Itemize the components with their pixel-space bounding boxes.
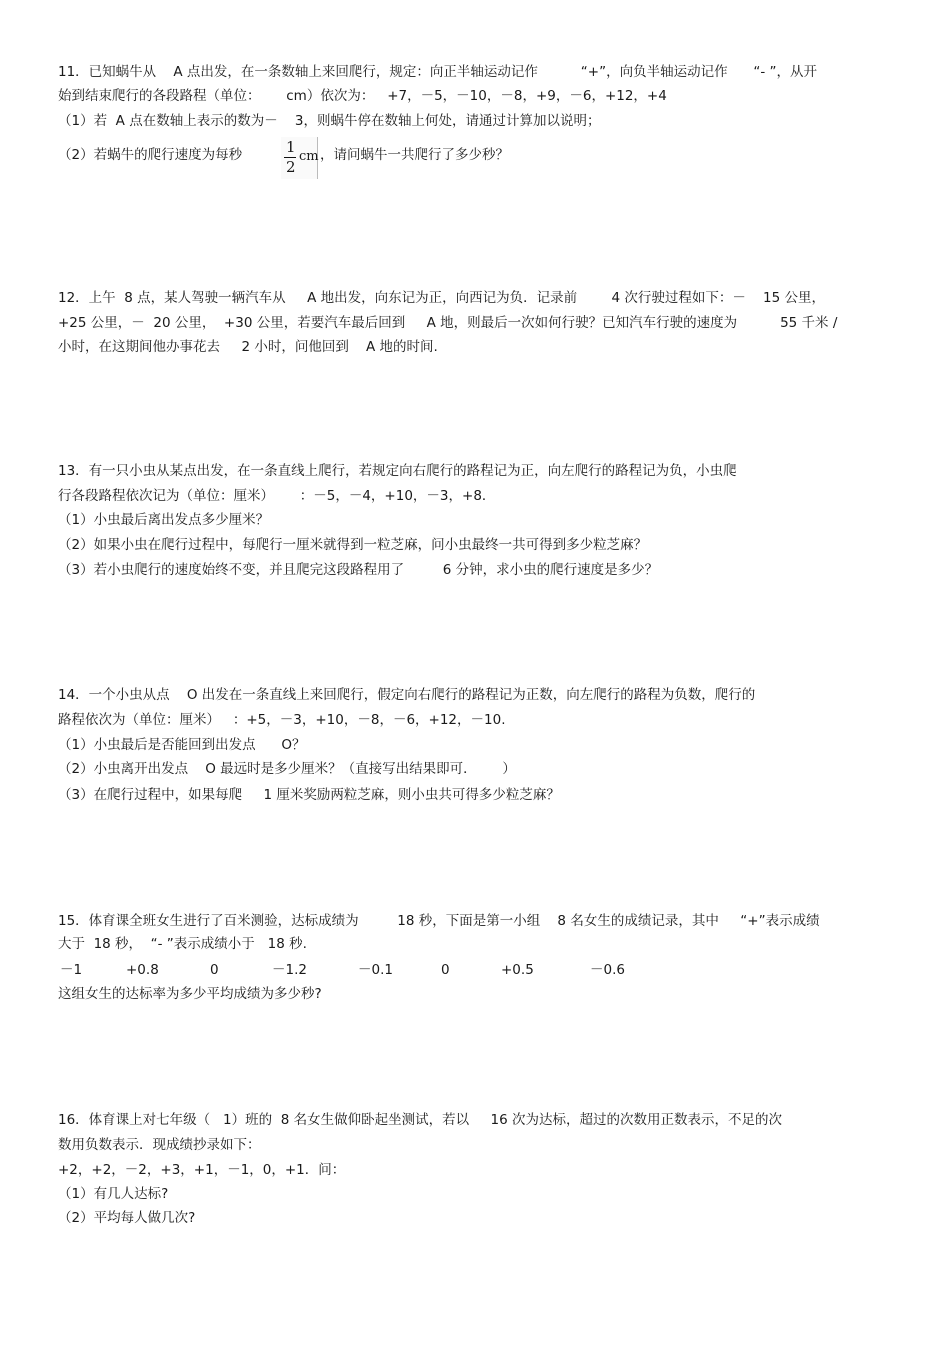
- q13-line-2: 行各段路程依次记为（单位：厘米） ：－5，－4，+10，－3，+8．: [58, 488, 496, 504]
- q14-part-3: （3）在爬行过程中，如果每爬 1 厘米奖励两粒芝麻，则小虫共可得多少粒芝麻？: [58, 787, 560, 803]
- q12-line-3: 小时，在这期间他办事花去 2 小时，问他回到 A 地的时间.: [58, 339, 438, 355]
- q14-part-2: （2）小虫离开出发点 O 最远时是多少厘米？（直接写出结果即可． ）: [58, 761, 516, 777]
- q13-part-1: （1）小虫最后离出发点多少厘米？: [58, 512, 270, 528]
- q15-score-5: －0.1: [358, 962, 393, 978]
- q14-part-1: （1）小虫最后是否能回到出发点 O？: [58, 737, 306, 753]
- q11-part-2-a: （2）若蜗牛的爬行速度为每秒: [58, 147, 243, 163]
- fraction-denominator: 2: [286, 158, 296, 176]
- q15-score-7: +0.5: [501, 962, 534, 978]
- fraction-half-cm: [281, 137, 318, 179]
- fraction-numerator: 1: [286, 138, 296, 156]
- q15-score-1: －1: [60, 962, 83, 978]
- q11-part-2-b: ，请问蜗牛一共爬行了多少秒？: [320, 147, 509, 163]
- q14-line-1: 14．一个小虫从点 O 出发在一条直线上来回爬行，假定向右爬行的路程记为正数，向左爬行的路程为负数，爬行的: [58, 687, 756, 703]
- q16-line-1: 16．体育课上对七年级（ 1）班的 8 名女生做仰卧起坐测试，若以 16 次为达标，超过的次数用正数表示，不足的次: [58, 1112, 783, 1128]
- q13-part-3: （3）若小虫爬行的速度始终不变，并且爬完这段路程用了 6 分钟，求小虫的爬行速度是多少？: [58, 562, 659, 578]
- q12-line-2: +25 公里，－ 20 公里， +30 公里，若要汽车最后回到 A 地，则最后一次如何行驶？已知汽车行驶的速度为 55 千米 /: [58, 315, 838, 331]
- q15-score-6: 0: [441, 962, 450, 978]
- q15-score-4: －1.2: [272, 962, 307, 978]
- q16-line-2: 数用负数表示．现成绩抄录如下：: [58, 1137, 261, 1153]
- q13-line-1: 13．有一只小虫从某点出发，在一条直线上爬行，若规定向右爬行的路程记为正，向左爬行的路程记为负，小虫爬: [58, 463, 737, 479]
- q16-part-2: （2）平均每人做几次?: [58, 1210, 196, 1226]
- q15-question: 这组女生的达标率为多少平均成绩为多少秒?: [58, 986, 322, 1002]
- q15-line-2: 大于 18 秒， “- ”表示成绩小于 18 秒.: [58, 936, 307, 952]
- q15-score-2: +0.8: [126, 962, 159, 978]
- q11-line-1: 11．已知蜗牛从 A 点出发，在一条数轴上来回爬行，规定：向正半轴运动记作 “+”，向负半轴运动记作 “- ”，从开: [58, 64, 817, 80]
- q15-score-3: 0: [210, 962, 219, 978]
- q16-part-1: （1）有几人达标?: [58, 1186, 169, 1202]
- q15-line-1: 15．体育课全班女生进行了百米测验，达标成绩为 18 秒，下面是第一小组 8 名女生的成绩记录，其中 “+”表示成绩: [58, 913, 820, 929]
- q12-line-1: 12．上午 8 点，某人驾驶一辆汽车从 A 地出发，向东记为正，向西记为负．记录前 4 次行驶过程如下：－ 15 公里，: [58, 290, 825, 306]
- q14-line-2: 路程依次为（单位：厘米） ：+5，－3，+10，－8，－6，+12，－10.: [58, 712, 506, 728]
- q11-line-2: 始到结束爬行的各段路程（单位： cm）依次为： +7，－5，－10，－8，+9，－6，+12，+4: [58, 88, 667, 104]
- q15-score-8: －0.6: [590, 962, 625, 978]
- q16-line-3: +2，+2，－2，+3，+1，－1，0，+1．问：: [58, 1162, 346, 1178]
- q13-part-2: （2）如果小虫在爬行过程中，每爬行一厘米就得到一粒芝麻，问小虫最终一共可得到多少粒芝麻？: [58, 537, 648, 553]
- q11-part-1: （1）若 A 点在数轴上表示的数为－ 3，则蜗牛停在数轴上何处，请通过计算加以说明；: [58, 113, 601, 129]
- fraction-unit: cm: [299, 149, 319, 164]
